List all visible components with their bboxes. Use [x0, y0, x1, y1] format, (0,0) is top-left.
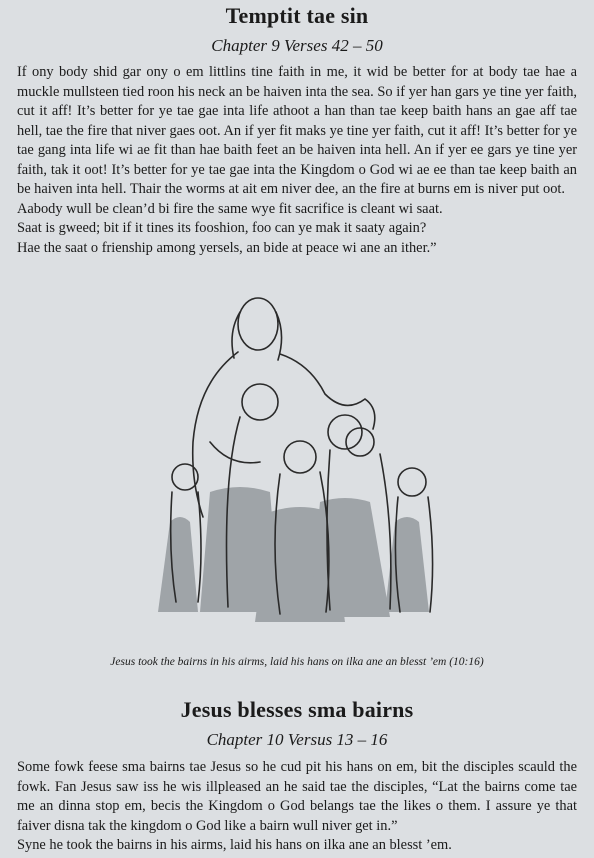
section-title: Temptit tae sin [225, 3, 369, 28]
chapter-reference: Chapter 9 Verses 42 – 50 [211, 36, 383, 55]
paragraph: Saat is gweed; bit if it tines its fooshion, foo can ye mak it saaty again? [17, 220, 427, 236]
section-title: Jesus blesses sma bairns [180, 697, 414, 722]
illustration-caption: Jesus took the bairns in his airms, laid his hans on ilka ane an blesst ’em (10:16) [110, 656, 484, 668]
chapter-reference: Chapter 10 Versus 13 – 16 [206, 730, 388, 749]
paragraph: Hae the saat o frienship among yersels, an bide at peace wi ane an ither.” [17, 239, 437, 256]
paragraph: Some fowk feese sma bairns tae Jesus so he cud pit his hans on em, bit the disciples scauld the fowk. Fan Jesus saw iss he wis illpleased an he said tae the disciples, “Lat the bairns come tae me an dinna stop em, becis the Kingdom o God belangs tae the likes o them. I assure ye that faiver disna tak the kingdom o God like a bairn wull niver get in.” [17, 759, 577, 834]
paragraph: Aabody wull be clean’d bi fire the same wye fit sacrifice is cleant wi saat. [17, 200, 443, 217]
jesus-with-children-illustration [150, 292, 450, 632]
paragraph: Syne he took the bairns in his airms, laid his hans on ilka ane an blesst ’em. [17, 837, 452, 853]
section-body [0, 63, 594, 258]
paragraph: If ony body shid gar ony o em littlins tine faith in me, it wid be better for at body tae hae a muckle mullsteen tied roon his neck an be haiven inta the sea. So if yer han gars ye tine yer faith, cut it aff! It’s better for ye tae gae inta life athoot a han than tae keep baith hans an gae aff tae hell, tae the fire that niver gaes oot. An if yer fit maks ye tine yer faith, cut it aff! It’s better for ye tae gang inta life wi ae fit than hae baith feet an be haiven inta hell. An if yer ee gars ye tine yer faith, tak it oot! It’s better for ye tae gae inta the Kingdom o God wi ae ee than tae keep baith an be haiven inta hell. Thair the worms at ait em niver dee, an the fire at burns em is niver put oot. [17, 64, 577, 197]
section-body [0, 758, 594, 856]
